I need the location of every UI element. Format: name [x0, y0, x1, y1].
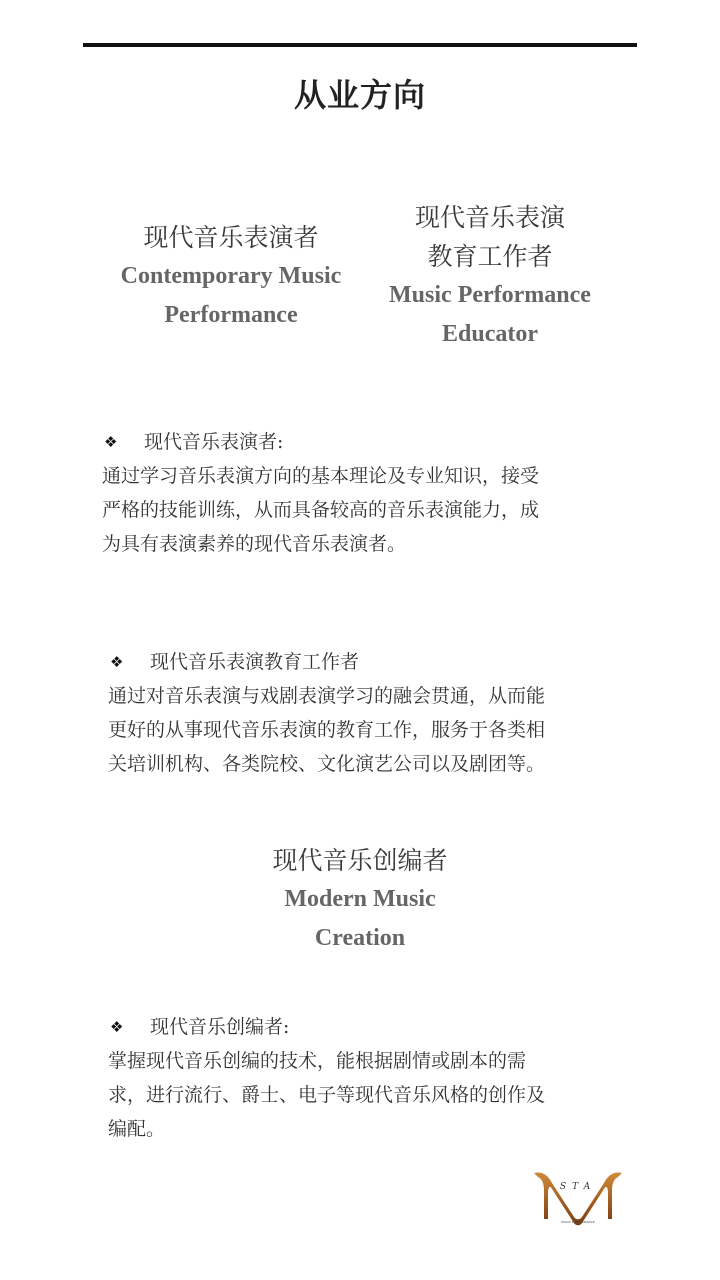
section-performer: [102, 425, 612, 561]
body-line: 关培训机构、各类院校、文化演艺公司以及剧团等。: [108, 753, 546, 775]
role-music-creator: [210, 841, 510, 958]
body-line: 通过学习音乐表演方向的基本理论及专业知识，接受: [102, 465, 540, 487]
role-contemporary-performer: [96, 218, 366, 335]
body-line: 掌握现代音乐创编的技术，能根据剧情或剧本的需: [108, 1050, 527, 1072]
section-body: [108, 679, 614, 781]
section-educator: [108, 645, 614, 781]
section-creator: [108, 1010, 614, 1146]
section-heading-row: [102, 425, 612, 459]
role-title-zh-line2: 教育工作者: [427, 242, 553, 271]
section-heading: 现代音乐表演教育工作者: [150, 651, 360, 673]
role-title-en-line2: Creation: [314, 925, 406, 951]
logo-letters: STA: [559, 1182, 597, 1192]
diamond-bullet-icon: ❖: [110, 1018, 124, 1036]
logo-caption: MUSIC PERFORMANCE: [561, 1220, 595, 1224]
role-title-zh: 现代音乐表演者: [143, 223, 319, 252]
page-title: 从业方向: [293, 76, 426, 114]
body-line: 求，进行流行、爵士、电子等现代音乐风格的创作及: [108, 1084, 546, 1106]
body-line: 编配。: [108, 1118, 166, 1140]
top-divider: [83, 43, 637, 47]
role-title-en-line2: Educator: [442, 321, 538, 347]
sta-logo-mark: [528, 1165, 628, 1229]
section-body: [102, 459, 612, 561]
role-title-zh: 现代音乐创编者: [272, 846, 448, 875]
section-body: [108, 1044, 614, 1146]
diamond-bullet-icon: ❖: [104, 433, 118, 451]
role-title-en-line2: Performance: [164, 302, 298, 328]
role-title-zh-line1: 现代音乐表演: [414, 203, 565, 232]
section-heading-row: [108, 1010, 614, 1044]
section-heading: 现代音乐创编者:: [150, 1016, 290, 1038]
diamond-bullet-icon: ❖: [110, 653, 124, 671]
body-line: 通过对音乐表演与戏剧表演学习的融会贯通，从而能: [108, 685, 546, 707]
role-performance-educator: [370, 198, 610, 354]
body-line: 严格的技能训练，从而具备较高的音乐表演能力，成: [102, 499, 540, 521]
section-heading-row: [108, 645, 614, 679]
body-line: 更好的从事现代音乐表演的教育工作，服务于各类相: [108, 719, 546, 741]
sta-logo: [528, 1165, 628, 1229]
role-title-en-line1: Music Performance: [389, 282, 591, 308]
role-title-en-line1: Modern Music: [284, 886, 436, 912]
body-line: 为具有表演素养的现代音乐表演者。: [102, 533, 407, 555]
section-heading: 现代音乐表演者:: [144, 431, 284, 453]
role-title-en-line1: Contemporary Music: [120, 263, 342, 289]
